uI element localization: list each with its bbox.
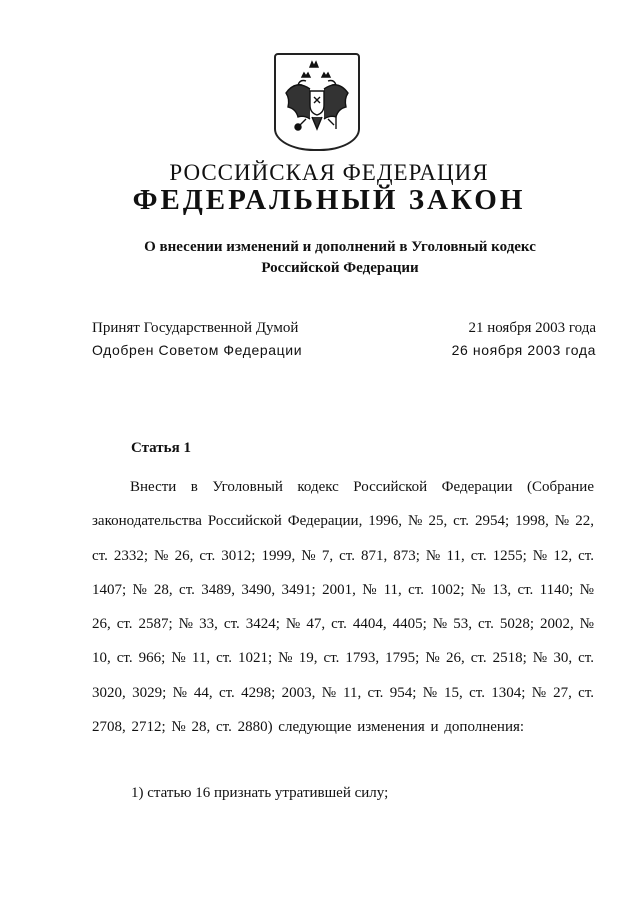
document-type-title: ФЕДЕРАЛЬНЫЙ ЗАКОН (132, 184, 526, 216)
subject-line-1: О внесении изменений и дополнений в Уголовный кодекс (144, 239, 536, 255)
council-label: Одобрен Советом Федерации (92, 342, 303, 358)
law-subject (0, 237, 640, 279)
double-headed-eagle-icon (276, 55, 358, 149)
duma-label: Принят Государственной Думой (92, 320, 299, 336)
council-date: 26 ноября 2003 года (451, 342, 596, 358)
article-title: Статья 1 (131, 440, 191, 456)
country-name: РОССИЙСКАЯ ФЕДЕРАЦИЯ (169, 160, 489, 185)
subject-line-2: Российской Федерации (261, 260, 419, 276)
duma-date: 21 ноября 2003 года (468, 320, 596, 336)
article-body: Внести в Уголовный кодекс Российской Федерации (Собрание законодательства Российской Федерации, 1996, № 25, ст. 2954; 1998, № 22, ст. 2332; № 26, ст. 3012; 1999, № 7, ст. 871, 873; № 11, ст. 1255; № 12, ст. 1407; № 28, ст. 3489, 3490, 3491; 2001, № 11, ст. 1002; № 13, ст. 1140; № 26, ст. 2587; № 33, ст. 3424; № 47, ст. 4404, 4405; № 53, ст. 5028; 2002, № 10, ст. 966; № 11, ст. 1021; № 19, ст. 1793, 1795; № 26, ст. 2518; № 30, ст. 3020, 3029; № 44, ст. 4298; 2003, № 11, ст. 954; № 15, ст. 1304; № 27, ст. 2708, 2712; № 28, ст. 2880) следующие изменения и дополнения: (92, 479, 594, 736)
coat-of-arms-emblem (274, 53, 360, 151)
article-item-1: 1) статью 16 признать утратившей силу; (131, 785, 389, 801)
